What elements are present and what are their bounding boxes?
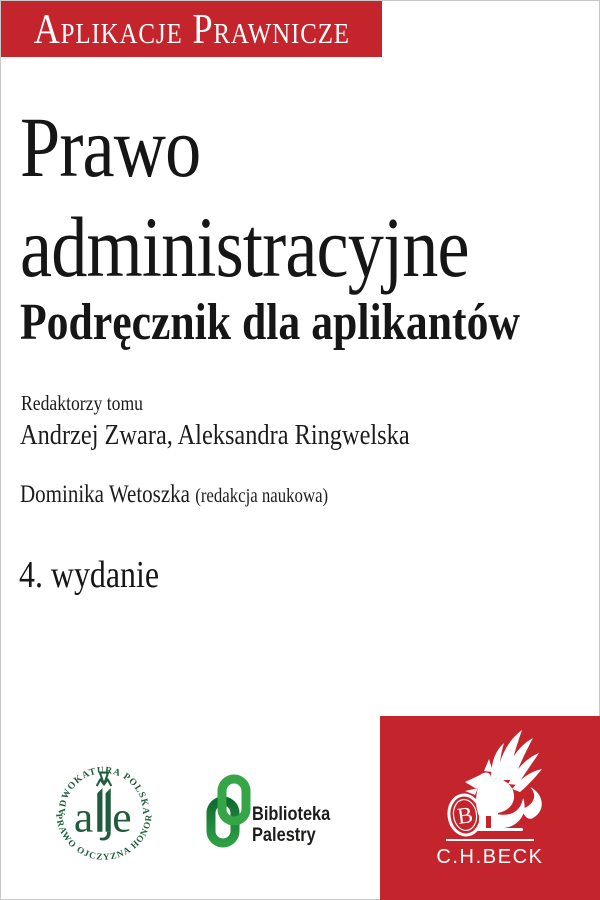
biblioteka-line1: Biblioteka [252, 803, 331, 825]
science-editor [20, 481, 328, 509]
biblioteka-text [252, 804, 330, 845]
adwokatura-polska-logo [50, 758, 158, 866]
science-editor-name: Dominika Wetoszka [20, 481, 196, 508]
book-title-line2: administracyjne [20, 199, 469, 295]
beck-divider-line [446, 839, 534, 841]
adwokatura-arc-top-text: ADWOKATURA POLSKA [56, 764, 152, 816]
series-banner [1, 1, 382, 57]
monogram-letter-a: a [73, 793, 94, 842]
beck-badge-letter: B [455, 802, 475, 829]
monogram-letter-e: e [112, 793, 132, 842]
book-subtitle: Podręcznik dla aplikantów [20, 294, 520, 351]
editors-label: Redaktorzy tomu [21, 391, 143, 415]
book-title-line1: Prawo [20, 99, 201, 195]
beck-wordmark: C.H.BECK [436, 846, 544, 868]
book-title [20, 97, 469, 297]
editors-names: Andrzej Zwara, Aleksandra Ringwelska [20, 419, 410, 451]
biblioteka-palestry-logo [205, 774, 335, 850]
adwokatura-logo-icon [50, 758, 158, 866]
science-editor-role: (redakcja naukowa) [195, 485, 329, 507]
biblioteka-chain-icon [205, 774, 251, 848]
adwokatura-arc-bottom-text: PRAWO OJCZYZNA HONOR [54, 813, 154, 862]
series-title: Aplikacje Prawnicze [33, 7, 350, 53]
chbeck-publisher-logo [380, 716, 600, 900]
biblioteka-line2: Palestry [252, 823, 316, 846]
beck-griffin-icon [380, 716, 600, 900]
edition-label: 4. wydanie [19, 554, 160, 596]
